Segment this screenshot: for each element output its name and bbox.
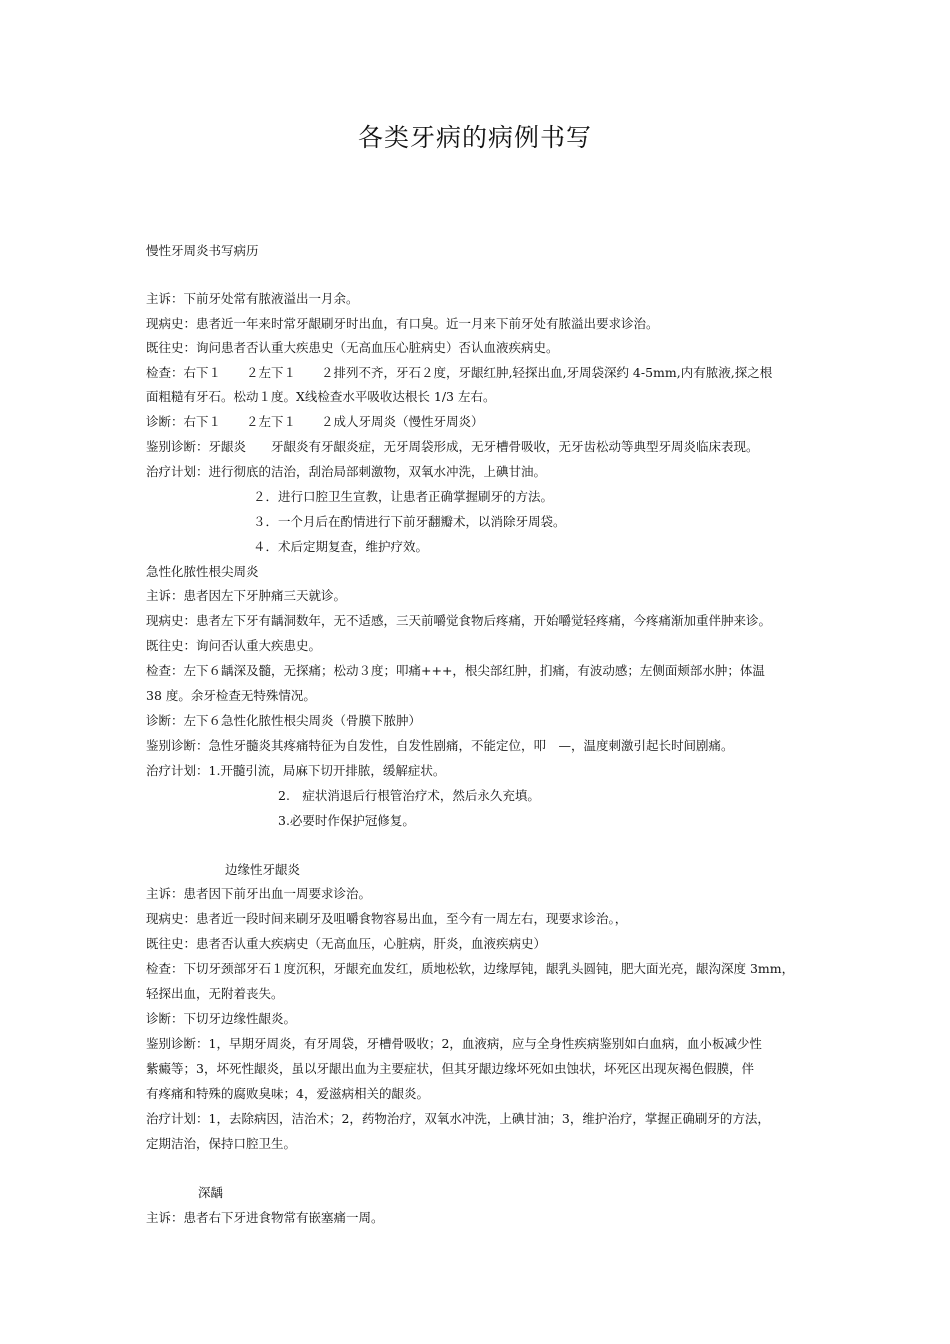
page-title: 各类牙病的病例书写 — [357, 123, 592, 152]
paragraph-line: 诊断：左下６急性化脓性根尖周炎（骨膜下脓肿） — [146, 713, 422, 728]
paragraph-line: 38 度。余牙检查无特殊情况。 — [146, 688, 316, 703]
paragraph-line: 检查：下切牙颈部牙石１度沉积，牙龈充血发红，质地松软，边缘厚钝，龈乳头圆钝，肥大面光亮，龈沟深度 3mm， — [146, 961, 795, 976]
paragraph-line: 检查：右下１ ２左下１ ２排列不齐，牙石２度，牙龈红肿,轻探出血,牙周袋深约 4-5mm,内有脓液,探之根 — [146, 365, 773, 380]
paragraph-line: 鉴别诊断：1，早期牙周炎，有牙周袋，牙槽骨吸收；2，血液病，应与全身性疾病鉴别如白血病，血小板减少性 — [146, 1036, 762, 1051]
plan-item: ４．术后定期复查，维护疗效。 — [253, 539, 429, 554]
paragraph-line: 治疗计划：进行彻底的洁治，刮治局部刺激物，双氧水冲洗，上碘甘油。 — [146, 464, 547, 479]
section-heading-acute-apical-periodontitis: 急性化脓性根尖周炎 — [146, 564, 259, 579]
paragraph-line: 治疗计划：1，去除病因，洁治术；2，药物治疗，双氧水冲洗，上碘甘油；3，维护治疗，掌握正确刷牙的方法， — [146, 1111, 770, 1126]
paragraph-line: 诊断：下切牙边缘性龈炎。 — [146, 1011, 297, 1026]
paragraph-line: 诊断：右下１ ２左下１ ２成人牙周炎（慢性牙周炎） — [146, 414, 484, 429]
paragraph-line: 有疼痛和特殊的腐败臭味；4，爱滋病相关的龈炎。 — [146, 1086, 429, 1101]
paragraph-line: 治疗计划：1.开髓引流，局麻下切开排脓，缓解症状。 — [146, 763, 446, 778]
paragraph-line: 现病史：患者左下牙有龋洞数年，无不适感，三天前嚼觉食物后疼痛，开始嚼觉轻疼痛，今疼痛渐加重伴肿来诊。 — [146, 613, 772, 628]
plan-item: ３．一个月后在酌情进行下前牙翻瓣术，以消除牙周袋。 — [253, 514, 566, 529]
paragraph-line: 紫癜等；3，坏死性龈炎，虽以牙龈出血为主要症状，但其牙龈边缘坏死如虫蚀状，坏死区出现灰褐色假膜，伴 — [146, 1061, 754, 1076]
paragraph-line: 既往史：患者否认重大疾病史（无高血压，心脏病，肝炎，血液疾病史） — [146, 936, 547, 951]
paragraph-line: 既往史：询问否认重大疾患史。 — [146, 638, 322, 653]
paragraph-line: 现病史：患者近一段时间来刷牙及咀嚼食物容易出血，至今有一周左右，现要求诊治。， — [146, 911, 628, 926]
section-heading-deep-caries: 深龋 — [198, 1185, 224, 1200]
paragraph-line: 现病史：患者近一年来时常牙龈刷牙时出血，有口臭。近一月来下前牙处有脓溢出要求诊治。 — [146, 316, 659, 331]
paragraph-line: 主诉：患者因下前牙出血一周要求诊治。 — [146, 886, 372, 901]
paragraph-line: 既往史：询问患者否认重大疾患史（无高血压心脏病史）否认血液疾病史。 — [146, 340, 559, 355]
plan-item: 2. 症状消退后行根管治疗术，然后永久充填。 — [278, 788, 540, 803]
section-heading-chronic-periodontitis: 慢性牙周炎书写病历 — [146, 243, 259, 258]
paragraph-line: 主诉：下前牙处常有脓液溢出一月余。 — [146, 291, 359, 306]
paragraph-line: 鉴别诊断：牙龈炎 牙龈炎有牙龈炎症，无牙周袋形成，无牙槽骨吸收，无牙齿松动等典型牙周炎临床表现。 — [146, 439, 759, 454]
paragraph-line: 主诉：患者右下牙进食物常有嵌塞痛一周。 — [146, 1210, 384, 1225]
plan-item: ２．进行口腔卫生宣教，让患者正确掌握刷牙的方法。 — [253, 489, 554, 504]
paragraph-line: 检查：左下６龋深及髓，无探痛；松动３度；叩痛+++，根尖部红肿，扪痛，有波动感；左侧面颊部水肿；体温 — [146, 663, 765, 678]
plan-item: 3.必要时作保护冠修复。 — [278, 813, 415, 828]
paragraph-line: 鉴别诊断：急性牙髓炎其疼痛特征为自发性，自发性剧痛，不能定位，叩 —，温度刺激引起长时间剧痛。 — [146, 738, 734, 753]
paragraph-line: 主诉：患者因左下牙肿痛三天就诊。 — [146, 588, 347, 603]
paragraph-line: 定期洁治，保持口腔卫生。 — [146, 1136, 297, 1151]
paragraph-line: 轻探出血，无附着丧失。 — [146, 986, 284, 1001]
section-heading-marginal-gingivitis: 边缘性牙龈炎 — [225, 862, 301, 877]
paragraph-line: 面粗糙有牙石。松动１度。X线检查水平吸收达根长 1/3 左右。 — [146, 389, 496, 404]
